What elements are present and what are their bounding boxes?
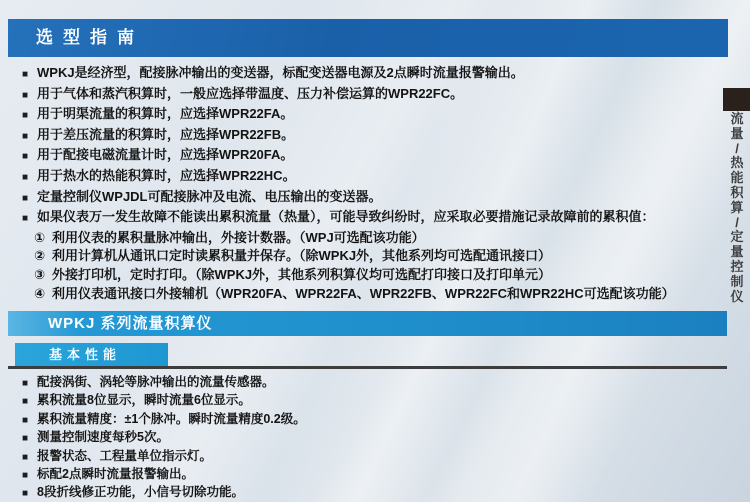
list-item-text: 测量控制速度每秒5次。	[37, 430, 169, 445]
square-bullet-icon: ■	[22, 130, 29, 142]
square-bullet-icon: ■	[22, 451, 29, 463]
list-item-text: 用于差压流量的积算时，应选择WPR22FB。	[37, 126, 295, 142]
square-bullet-icon: ■	[22, 69, 29, 80]
list-item	[22, 429, 722, 447]
selection-guide-list	[22, 64, 722, 303]
series-title-bar	[8, 311, 727, 336]
list-item	[22, 484, 722, 502]
list-item-text: 利用仪表的累积量脉冲输出，外接计数器。（WPJ可选配该功能）	[52, 229, 425, 245]
section-tab-label: 基本性能	[49, 347, 122, 362]
section-tab-basic-performance	[15, 343, 168, 366]
list-item	[22, 466, 722, 484]
sidebar-vertical-label: 流 量 / 热 能 积 算 / 定 量 控 制 仪	[730, 111, 744, 304]
list-item	[22, 146, 722, 167]
section-divider	[8, 366, 727, 369]
list-item-text: 定量控制仪WPJDL可配接脉冲及电流、电压输出的变送器。	[37, 188, 382, 204]
list-item-text: 外接打印机，定时打印。（除WPKJ外，其他系列积算仪均可选配打印接口及打印单元）	[52, 266, 552, 282]
list-item-text: 配接涡街、涡轮等脉冲输出的流量传感器。	[37, 375, 275, 389]
page-title: 选型指南	[36, 28, 144, 47]
list-item	[22, 85, 722, 106]
circled-number: ①	[34, 229, 46, 245]
list-item-text: 用于热水的热能积算时，应选择WPR22HC。	[37, 167, 296, 183]
square-bullet-icon: ■	[22, 396, 29, 408]
square-bullet-icon: ■	[22, 414, 29, 426]
square-bullet-icon: ■	[22, 433, 29, 445]
square-bullet-icon: ■	[22, 213, 29, 225]
list-item	[22, 126, 722, 147]
list-item-text: WPKJ是经济型，配接脉冲输出的变送器，标配变送器电源及2点瞬时流量报警输出。	[37, 65, 524, 80]
circled-number: ②	[34, 248, 46, 264]
list-item-text: 累积流量精度：±1个脉冲。瞬时流量精度0.2级。	[37, 411, 306, 426]
list-item-text: 如果仪表万一发生故障不能读出累积流量（热量），可能导致纠纷时，应采取必要措施记录故障前的累积值：	[37, 209, 655, 225]
series-title: WPKJ 系列流量积算仪	[48, 315, 213, 332]
list-item-text: 累积流量8位显示，瞬时流量6位显示。	[37, 393, 251, 408]
square-bullet-icon: ■	[22, 470, 29, 482]
list-item-text: 报警状态、工程量单位指示灯。	[37, 448, 213, 463]
list-item	[22, 208, 722, 229]
list-item	[22, 392, 722, 410]
list-item	[22, 374, 722, 392]
list-item-text: 用于气体和蒸汽积算时，一般应选择带温度、压力补偿运算的WPR22FC。	[37, 85, 464, 101]
list-item	[22, 411, 722, 429]
circled-number: ④	[34, 285, 46, 301]
list-item-text: 用于明渠流量的积算时，应选择WPR22FA。	[37, 106, 294, 122]
list-item	[22, 64, 722, 85]
sidebar-index-block	[723, 88, 750, 111]
square-bullet-icon: ■	[22, 378, 29, 389]
list-item	[22, 188, 722, 209]
numbered-sub-item	[22, 247, 722, 266]
list-item	[22, 105, 722, 126]
square-bullet-icon: ■	[22, 89, 29, 101]
list-item-text: 标配2点瞬时流量报警输出。	[37, 467, 194, 482]
list-item	[22, 448, 722, 466]
numbered-sub-item	[22, 285, 722, 304]
numbered-sub-item	[22, 229, 722, 248]
list-item-text: 用于配接电磁流量计时，应选择WPR20FA。	[37, 147, 294, 163]
square-bullet-icon: ■	[22, 151, 29, 163]
basic-performance-list	[22, 374, 722, 502]
square-bullet-icon: ■	[22, 110, 29, 122]
circled-number: ③	[34, 266, 46, 282]
square-bullet-icon: ■	[22, 488, 29, 500]
square-bullet-icon: ■	[22, 192, 29, 204]
page-title-bar	[8, 19, 728, 57]
list-item-text: 8段折线修正功能，小信号切除功能。	[37, 485, 244, 500]
list-item	[22, 167, 722, 188]
list-item-text: 利用计算机从通讯口定时读累积量并保存。（除WPKJ外，其他系列均可选配通讯接口）	[52, 248, 552, 264]
square-bullet-icon: ■	[22, 171, 29, 183]
numbered-sub-item	[22, 266, 722, 285]
list-item-text: 利用仪表通讯接口外接辅机（WPR20FA、WPR22FA、WPR22FB、WPR22FC和WPR22HC可选配该功能）	[52, 285, 675, 301]
